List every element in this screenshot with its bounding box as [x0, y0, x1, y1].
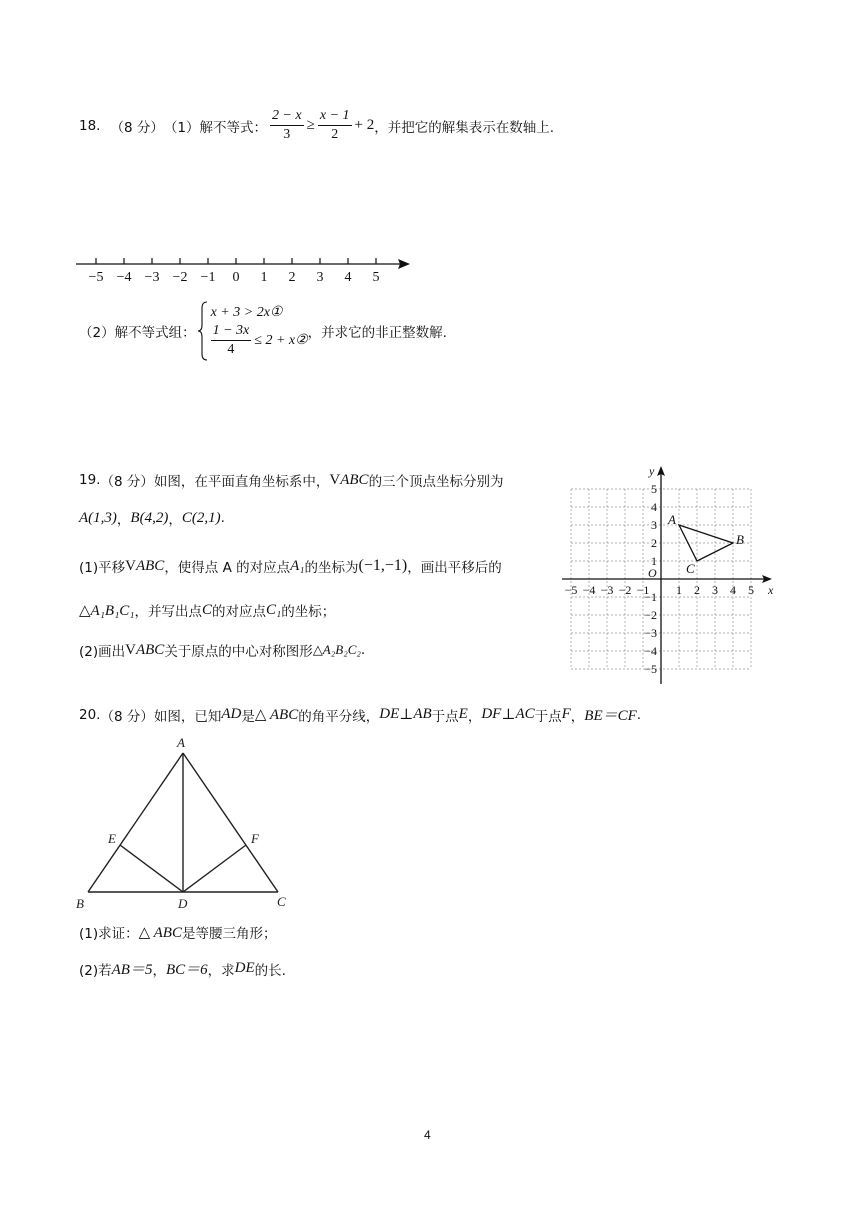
q18-part2-prefix: （2）解不等式组： — [79, 325, 196, 341]
q18-rhs-den: 2 — [331, 127, 339, 142]
q20-E: E — [458, 706, 468, 722]
number-line-tick-label: −4 — [116, 270, 132, 285]
number-line-tick-label: 2 — [288, 270, 296, 285]
number-line-tick-label: 5 — [372, 270, 380, 285]
q19-sub2-b: 关于原点的中心对称图形 — [164, 644, 313, 660]
y-axis-label: y — [649, 464, 655, 478]
q20-DF: DF — [481, 706, 502, 722]
q20-sub2-a: (2)若 — [79, 962, 112, 979]
q19-sub1-d: ，画出平移后的 — [407, 560, 502, 576]
q18-sys-eq1: x + 3 > 2x① — [210, 305, 283, 320]
y-tick-label: −5 — [644, 662, 657, 676]
q18-number: 18. — [79, 117, 101, 134]
q19-sub1-a: (1)平移 — [79, 560, 126, 576]
y-tick-label: 5 — [651, 482, 657, 496]
q20-comma1: ， — [467, 708, 482, 725]
x-tick-label: 4 — [730, 583, 736, 597]
q18-ge: ≥ — [306, 117, 315, 133]
q20-comma2: ， — [570, 708, 585, 725]
number-line-tick-label: 0 — [232, 270, 240, 285]
q20-line1 — [79, 704, 641, 725]
q20-sub2-c: 的长. — [254, 962, 286, 979]
vertex-label: B — [736, 532, 744, 547]
y-tick-label: −3 — [644, 626, 657, 640]
origin-label: O — [648, 566, 657, 580]
x-tick-label: 5 — [748, 583, 754, 597]
label-B: B — [76, 896, 84, 911]
q18-score: （8 分） — [110, 119, 164, 136]
label-D: D — [178, 896, 188, 911]
q20-BE-CF: BE＝CF — [584, 708, 637, 724]
q18-sys-eq2-num: 1 − 3x — [211, 323, 252, 341]
q18-part2 — [79, 300, 447, 362]
q18-system — [198, 300, 308, 362]
q18-lhs-den: 3 — [283, 127, 291, 142]
q20-perp1: ⊥ — [399, 707, 414, 723]
q20-AC: AC — [515, 706, 535, 722]
label-F: F — [251, 831, 259, 846]
q19-tri-name: ABC — [340, 471, 369, 488]
q18-lhs-num: 2 − x — [270, 108, 304, 126]
q19-sub1-tri-sym: V — [125, 557, 136, 574]
q19-coordA: A(1,3) — [79, 509, 117, 526]
q20-sub2 — [79, 958, 286, 979]
y-tick-label: −2 — [644, 608, 657, 622]
q18-sys-eq2-den: 4 — [227, 342, 235, 357]
x-axis-label: x — [768, 583, 774, 597]
q20-sub2-de: DE — [234, 960, 255, 976]
q20-perp2: ⊥ — [501, 707, 516, 723]
q19-tri-sym: V — [329, 471, 341, 488]
q19-number: 19. — [79, 472, 101, 488]
q19-coordB: B(4,2) — [130, 509, 169, 526]
q20-text-c: 的角平分线， — [298, 708, 380, 725]
q18-sys-eq2-tail: ≤ 2 + x② — [254, 333, 308, 348]
q19-text-b: 的三个顶点坐标分别为 — [368, 474, 504, 490]
q19-line1 — [79, 470, 504, 490]
label-A: A — [177, 735, 185, 750]
label-C: C — [277, 894, 286, 909]
q19-sub1-c: 的坐标为 — [304, 560, 359, 576]
q18-part1 — [79, 108, 554, 143]
x-tick-label: −5 — [564, 583, 578, 597]
q18-lhs-fraction — [270, 108, 304, 143]
q18-part2-suffix: ，并求它的非正整数解. — [307, 325, 447, 341]
y-tick-label: 4 — [651, 500, 657, 514]
number-line-tick-label: 1 — [260, 270, 268, 285]
segment-DF — [183, 845, 246, 892]
q20-tri: △ ABC — [254, 707, 299, 723]
y-tick-label: 3 — [651, 518, 657, 532]
q19-sub1-f: 的对应点 — [212, 604, 267, 620]
y-tick-label: −1 — [644, 590, 657, 604]
q19-sub1-C1: C₁ — [266, 601, 282, 618]
q19-sub1-b: ，使得点 A 的对应点 — [164, 560, 291, 576]
number-line — [70, 252, 420, 286]
q20-number: 20. — [79, 706, 101, 723]
number-line-tick-label: 4 — [344, 270, 352, 285]
q19-sub1-line2 — [79, 600, 335, 620]
q20-text-d1: 于点 — [431, 708, 459, 725]
q20-DE: DE — [379, 706, 400, 722]
q19-text-a: （8 分）如图，在平面直角坐标系中， — [100, 474, 330, 490]
x-tick-label: 1 — [676, 583, 682, 597]
q19-end: . — [220, 510, 225, 526]
edge-AB — [88, 753, 183, 892]
q20-sub1 — [79, 922, 276, 942]
number-line-tick-label: −5 — [88, 270, 104, 285]
number-line-tick-label: 3 — [316, 270, 324, 285]
vertex-label: A — [668, 512, 676, 527]
q19-sub1-tri-name: ABC — [135, 557, 165, 574]
q20-sub1-a: (1)求证： — [79, 926, 139, 942]
q19-sub1-A1: A₁ — [290, 557, 305, 574]
q20-sub2-ab: AB＝5 — [111, 962, 153, 978]
q19-sub1-g: 的坐标； — [281, 604, 336, 620]
x-tick-label: −3 — [600, 583, 614, 597]
triangle-figure — [70, 732, 300, 912]
q20-sub2-bc: BC＝6 — [165, 962, 208, 978]
q19-line2 — [79, 508, 225, 528]
q19-sub2-tri2: △A₂B₂C₂ — [312, 642, 361, 657]
q19-coordC: C(2,1) — [181, 509, 221, 526]
q19-sub1-coord: (−1,−1) — [358, 557, 408, 574]
q19-sep2: ， — [168, 512, 182, 528]
x-tick-label: 3 — [712, 583, 718, 597]
number-line-tick-label: −3 — [144, 270, 160, 285]
q20-sub1-b: 是等腰三角形； — [181, 926, 277, 942]
x-tick-label: −2 — [618, 583, 632, 597]
y-tick-label: −4 — [644, 644, 657, 658]
x-tick-label: −4 — [582, 583, 596, 597]
q20-text-d2: 于点 — [534, 708, 562, 725]
q18-part1-prefix: （1）解不等式： — [163, 119, 267, 136]
brace-icon — [198, 300, 208, 362]
q20-AB: AB — [413, 706, 432, 722]
q19-sub1-tri1: △A₁B₁C₁ — [79, 602, 135, 619]
q20-sub1-tri: △ ABC — [138, 924, 182, 941]
q20-F: F — [561, 706, 571, 722]
q19-sep1: ， — [116, 512, 131, 528]
y-tick-label: 1 — [651, 554, 657, 568]
q20-sub2-comma: ， — [152, 962, 166, 979]
q19-sub1-e: ，并写出点 — [134, 604, 203, 620]
label-E: E — [108, 831, 116, 846]
edge-AC — [183, 753, 278, 892]
q18-sys-eq2-fraction — [211, 323, 252, 358]
q20-end: . — [636, 706, 642, 723]
q20-text-b: 是 — [241, 708, 255, 725]
q18-rhs-fraction — [318, 108, 352, 143]
y-tick-label: 2 — [651, 536, 657, 550]
x-tick-label: −1 — [636, 583, 650, 597]
q20-text-a: （8 分）如图，已知 — [100, 708, 222, 725]
x-tick-label: 2 — [694, 583, 700, 597]
q18-rhs-tail: + 2 — [354, 117, 375, 133]
q19-sub2 — [79, 640, 365, 660]
q20-AD: AD — [221, 706, 242, 722]
q19-sub1-line1 — [79, 556, 502, 576]
number-line-tick-label: −1 — [200, 270, 216, 285]
q19-sub2-end: . — [360, 642, 366, 658]
q19-sub2-a: (2)画出 — [79, 644, 126, 660]
number-line-tick-label: −2 — [172, 270, 188, 285]
q19-sub2-tri-name: ABC — [135, 641, 165, 658]
q18-rhs-num: x − 1 — [318, 108, 352, 126]
page-number: 4 — [424, 1128, 431, 1142]
q19-sub2-tri-sym: V — [125, 641, 136, 658]
vertex-label: C — [686, 561, 695, 576]
coordinate-grid — [560, 462, 785, 687]
q19-sub1-C: C — [202, 601, 213, 618]
q18-part1-suffix: ，并把它的解集表示在数轴上. — [374, 119, 555, 136]
segment-DE — [120, 845, 183, 892]
q20-sub2-b: ，求 — [207, 962, 235, 979]
